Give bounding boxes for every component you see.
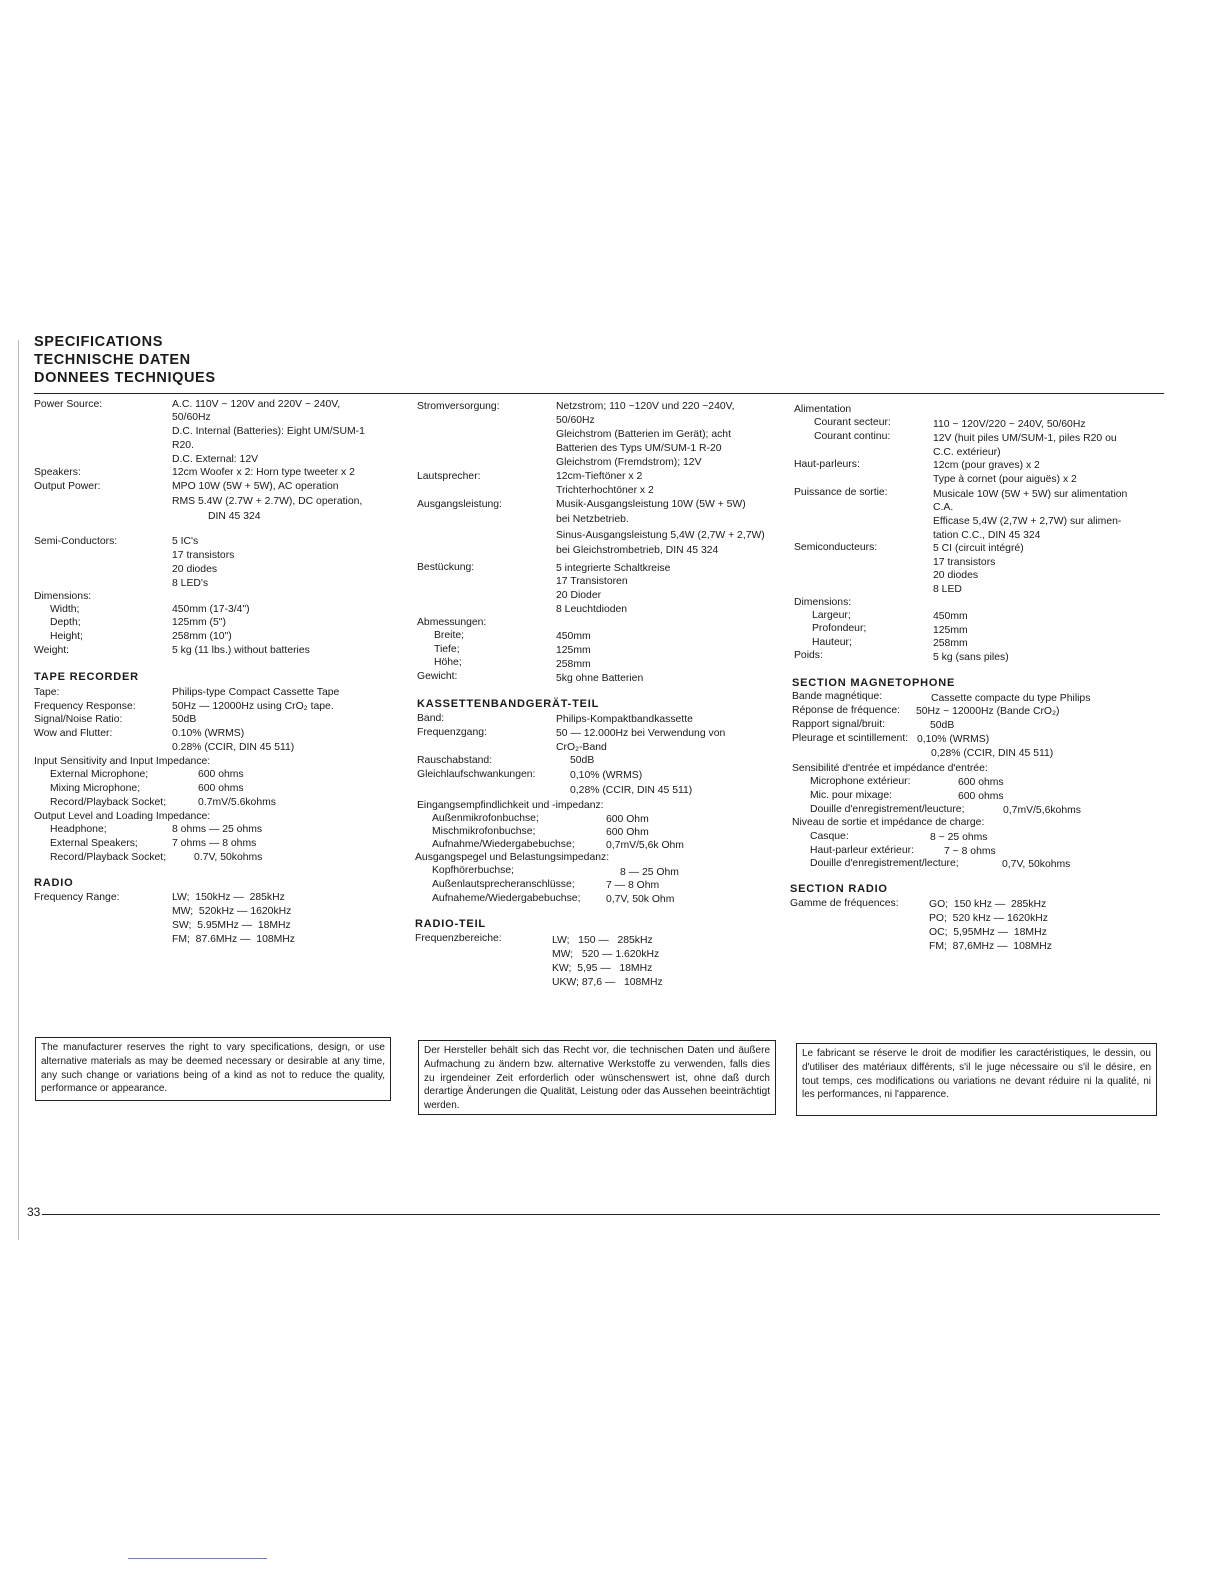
en-output-level-label: Record/Playback Socket;: [50, 852, 167, 863]
en-dim-row-value: 450mm (17-3/4"): [172, 604, 250, 615]
en-output-value: MPO 10W (5W + 5W), AC operation: [172, 481, 339, 492]
de-radio-label: Frequenzbereiche:: [415, 933, 502, 944]
fr-notice-box: Le fabricant se réserve le droit de modifier les caractéristiques, le dessin, ou d'utiliser des matériaux différents, s'il le juge nécessaire ou s'il le désire, en tout temps, ces modifications ou variations ne devant réduire ni la qualité, ni les performances, ni l'apparence.: [796, 1043, 1157, 1116]
en-dim-row-label: Height;: [50, 631, 83, 642]
de-output-value: Sinus-Ausgangsleistung 5,4W (2,7W + 2,7W): [556, 530, 765, 541]
de-radio-value: KW; 5,95 — 18MHz: [552, 963, 653, 974]
en-output-value: RMS 5.4W (2.7W + 2.7W), DC operation,: [172, 496, 363, 507]
en-dim-row-value: 125mm (5"): [172, 617, 226, 628]
fr-tape-value: 50Hz ~ 12000Hz (Bande CrO₂): [916, 706, 1060, 717]
de-input-label: Außenmikrofonbuchse;: [432, 813, 539, 824]
en-input-label: External Microphone;: [50, 769, 149, 780]
en-tape-value: 50dB: [172, 714, 197, 725]
fr-semi-value: 5 CI (circuit intégré): [933, 543, 1024, 554]
en-dim-row-value: 258mm (10"): [172, 631, 232, 642]
en-speakers-label: Speakers:: [34, 467, 81, 478]
en-input-title: Input Sensitivity and Input Impedance:: [34, 756, 211, 767]
de-dim-row-label: Breite;: [434, 630, 465, 641]
en-power-value: 50/60Hz: [172, 412, 211, 423]
de-freq-label: Frequenzgang:: [417, 727, 487, 738]
en-notice-box: The manufacturer reserves the right to vary specifications, design, or use alternative materials as may be deemed necessary or desirable at any time, any such change or variations being of a kind as not to reduce the quality, performance or appearance.: [35, 1037, 391, 1101]
de-power-value: Gleichstrom (Fremdstrom); 12V: [556, 457, 702, 468]
en-input-value: 600 ohms: [198, 769, 244, 780]
fr-wow-value2: 0,28% (CCIR, DIN 45 511): [931, 748, 1054, 759]
fr-tape-label: Rapport signal/bruit:: [792, 719, 885, 730]
fr-radio-value: PO; 520 kHz — 1620kHz: [929, 913, 1048, 924]
fr-weight-label: Poids:: [794, 650, 823, 661]
en-output-label: Output Power:: [34, 481, 101, 492]
de-input-value: 600 Ohm: [606, 814, 649, 825]
de-input-label: Mischmikrofonbuchse;: [432, 826, 536, 837]
en-radio-value: LW; 150kHz — 285kHz: [172, 892, 285, 903]
en-semi-value: 17 transistors: [172, 550, 235, 561]
de-wow-label: Gleichlaufschwankungen:: [417, 769, 536, 780]
de-output-value: Musik-Ausgangsleistung 10W (5W + 5W): [556, 499, 746, 510]
de-dim-row-label: Höhe;: [434, 657, 462, 668]
en-input-label: Record/Playback Socket;: [50, 797, 167, 808]
de-output-value: bei Netzbetrieb.: [556, 514, 629, 525]
en-output-level-value: 8 ohms — 25 ohms: [172, 824, 263, 835]
fr-output-level-label: Casque:: [810, 831, 849, 842]
fr-dim-row-value: 258mm: [933, 638, 968, 649]
de-output-level-label: Aufnaheme/Wiedergabebuchse;: [432, 893, 581, 904]
fr-power-row-value: 110 ~ 120V/220 ~ 240V, 50/60Hz: [933, 419, 1086, 430]
fr-power-value3: C.C. extérieur): [933, 447, 1001, 458]
en-tape-value: 50Hz — 12000Hz using CrO₂ tape.: [172, 701, 334, 712]
fr-output-level-label: Haut-parleur extérieur:: [810, 845, 914, 856]
en-output-level-value: 0.7V, 50kohms: [194, 852, 263, 863]
fr-tape-title: SECTION MAGNETOPHONE: [792, 677, 956, 689]
fr-dim-row-label: Largeur;: [812, 610, 851, 621]
en-radio-title: RADIO: [34, 877, 74, 889]
fr-dim-row-value: 125mm: [933, 625, 968, 636]
en-tape-label: Tape:: [34, 687, 60, 698]
fr-radio-value: FM; 87,6MHz — 108MHz: [929, 941, 1052, 952]
de-radio-value: MW; 520 — 1.620kHz: [552, 949, 660, 960]
fr-semi-label: Semiconducteurs:: [794, 542, 878, 553]
de-dim-row-value: 125mm: [556, 645, 591, 656]
de-notice-box: Der Hersteller behält sich das Recht vor, die technischen Daten und äußere Aufmachung zu ändern bzw. alternative Werkstoffe zu verwenden, falls dies zu irgendeiner Zeit erforderlich oder wünschenswert ist, ohne daß durch derartige Änderungen die Qualität, Leistung oder das Aussehen beeinträchtigt werden.: [418, 1040, 776, 1115]
en-power-value: R20.: [172, 440, 194, 451]
fr-tape-label: Pleurage et scintillement:: [792, 733, 909, 744]
en-input-value: 600 ohms: [198, 783, 244, 794]
de-output-level-label: Kopfhörerbuchse;: [432, 865, 515, 876]
fr-power-row-label: Courant secteur:: [814, 417, 891, 428]
en-tape-title: TAPE RECORDER: [34, 671, 139, 683]
en-radio-value: MW; 520kHz — 1620kHz: [172, 906, 292, 917]
de-freq-value: CrO₂-Band: [556, 742, 607, 753]
fr-weight-value: 5 kg (sans piles): [933, 652, 1009, 663]
fr-tape-value: 0,10% (WRMS): [917, 734, 990, 745]
de-radio-title: RADIO-TEIL: [415, 918, 486, 930]
de-power-value: Netzstrom; 110 ~120V und 220 ~240V,: [556, 401, 735, 412]
de-output-value: bei Gleichstrombetrieb, DIN 45 324: [556, 545, 719, 556]
de-dim-row-label: Tiefe;: [434, 644, 460, 655]
de-output-level-title: Ausgangspegel und Belastungsimpedanz:: [415, 852, 610, 863]
heading-donnees-techniques: DONNEES TECHNIQUES: [34, 370, 216, 386]
de-power-label: Stromversorgung:: [417, 401, 500, 412]
en-radio-label: Frequency Range:: [34, 892, 120, 903]
fr-tape-value: Cassette compacte du type Philips: [931, 693, 1091, 704]
fr-speakers-value: Type à cornet (pour aiguës) x 2: [933, 474, 1077, 485]
de-semi-value: 20 Dioder: [556, 590, 602, 601]
de-band-value: Philips-Kompaktbandkassette: [556, 714, 693, 725]
fr-radio-value: GO; 150 kHz — 285kHz: [929, 899, 1047, 910]
en-semi-label: Semi-Conductors:: [34, 536, 118, 547]
en-output-level-label: External Speakers;: [50, 838, 138, 849]
de-semi-value: 17 Transistoren: [556, 576, 628, 587]
de-freq-value: 50 — 12.000Hz bei Verwendung von: [556, 728, 726, 739]
fr-speakers-label: Haut-parleurs:: [794, 459, 860, 470]
en-output-value: DIN 45 324: [208, 511, 261, 522]
footer-rule: [42, 1214, 1160, 1215]
fr-power-row-label: Courant continu:: [814, 431, 891, 442]
en-input-label: Mixing Microphone;: [50, 783, 141, 794]
de-noise-value: 50dB: [570, 755, 595, 766]
de-input-value: 600 Ohm: [606, 827, 649, 838]
en-input-value: 0.7mV/5.6kohms: [198, 797, 276, 808]
fr-output-level-title: Niveau de sortie et impédance de charge:: [792, 817, 985, 828]
de-input-label: Aufnahme/Wiedergabebuchse;: [432, 839, 575, 850]
de-dim-label: Abmessungen:: [417, 617, 487, 628]
en-tape-label: Signal/Noise Ratio:: [34, 714, 123, 725]
fr-output-value: tation C.C., DIN 45 324: [933, 530, 1041, 541]
left-margin-line: [18, 340, 19, 1240]
fr-tape-label: Bande magnétique:: [792, 691, 883, 702]
en-tape-label: Wow and Flutter:: [34, 728, 113, 739]
fr-dim-row-value: 450mm: [933, 611, 968, 622]
en-tape-value: Philips-type Compact Cassette Tape: [172, 687, 340, 698]
en-power-value: D.C. External: 12V: [172, 454, 259, 465]
de-dim-row-value: 450mm: [556, 631, 591, 642]
fr-semi-value: 20 diodes: [933, 570, 979, 581]
de-speakers-label: Lautsprecher:: [417, 471, 481, 482]
fr-semi-value: 8 LED: [933, 584, 962, 595]
de-speakers-value: Trichterhochtöner x 2: [556, 485, 654, 496]
fr-tape-value: 50dB: [930, 720, 955, 731]
heading-specifications: SPECIFICATIONS: [34, 334, 163, 350]
en-power-value: A.C. 110V ~ 120V and 220V ~ 240V,: [172, 399, 341, 410]
fr-radio-label: Gamme de fréquences:: [790, 898, 899, 909]
en-power-label: Power Source:: [34, 399, 103, 410]
en-semi-value: 5 IC's: [172, 536, 199, 547]
de-semi-value: 8 Leuchtdioden: [556, 604, 628, 615]
de-radio-value: UKW; 87,6 — 108MHz: [552, 977, 663, 988]
fr-output-value: C.A.: [933, 502, 954, 513]
de-output-level-label: Außenlautsprecheranschlüsse;: [432, 879, 575, 890]
fr-output-level-value: 0,7V, 50kohms: [1002, 859, 1071, 870]
fr-output-value: Efficase 5,4W (2,7W + 2,7W) sur alimen-: [933, 516, 1122, 527]
fr-dim-label: Dimensions:: [794, 597, 852, 608]
de-output-level-value: 8 — 25 Ohm: [620, 867, 679, 878]
de-semi-value: 5 integrierte Schaltkreise: [556, 563, 671, 574]
en-radio-value: SW; 5.95MHz — 18MHz: [172, 920, 291, 931]
en-power-value: D.C. Internal (Batteries): Eight UM/SUM-1: [172, 426, 365, 437]
de-output-label: Ausgangsleistung:: [417, 499, 502, 510]
de-weight-value: 5kg ohne Batterien: [556, 673, 644, 684]
en-speakers-value: 12cm Woofer x 2: Horn type tweeter x 2: [172, 467, 355, 478]
en-output-level-value: 7 ohms — 8 ohms: [172, 838, 257, 849]
en-tape-label: Frequency Response:: [34, 701, 136, 712]
de-semi-label: Bestückung:: [417, 562, 475, 573]
fr-radio-title: SECTION RADIO: [790, 883, 888, 895]
fr-output-level-value: 8 ~ 25 ohms: [930, 832, 988, 843]
de-power-value: Batterien des Typs UM/SUM-1 R-20: [556, 443, 722, 454]
fr-input-label: Mic. pour mixage:: [810, 790, 892, 801]
header-rule: [34, 393, 1164, 394]
de-input-value: 0,7mV/5,6k Ohm: [606, 840, 684, 851]
fr-input-value: 0,7mV/5,6kohms: [1003, 805, 1081, 816]
de-tape-title: KASSETTENBANDGERÄT-TEIL: [417, 698, 600, 710]
fr-power-label: Alimentation: [794, 404, 852, 415]
page-number: 33: [27, 1205, 41, 1219]
de-power-value: Gleichstrom (Batterien im Gerät); acht: [556, 429, 731, 440]
en-semi-value: 8 LED's: [172, 578, 209, 589]
de-weight-label: Gewicht:: [417, 671, 458, 682]
de-wow-value: 0,28% (CCIR, DIN 45 511): [570, 785, 693, 796]
en-output-level-label: Headphone;: [50, 824, 107, 835]
en-dim-row-label: Width;: [50, 604, 80, 615]
fr-power-row-value: 12V (huit piles UM/SUM-1, piles R20 ou: [933, 433, 1117, 444]
fr-radio-value: OC; 5,95MHz — 18MHz: [929, 927, 1047, 938]
fr-output-value: Musicale 10W (5W + 5W) sur alimentation: [933, 489, 1128, 500]
en-dim-label: Dimensions:: [34, 591, 92, 602]
en-wow-value2: 0.28% (CCIR, DIN 45 511): [172, 742, 295, 753]
de-dim-row-value: 258mm: [556, 659, 591, 670]
fr-output-level-label: Douille d'enregistrement/lecture;: [810, 858, 959, 869]
en-semi-value: 20 diodes: [172, 564, 218, 575]
fr-tape-label: Réponse de fréquence:: [792, 705, 901, 716]
fr-output-level-value: 7 ~ 8 ohms: [944, 846, 996, 857]
en-dim-row-label: Depth;: [50, 617, 81, 628]
de-wow-value: 0,10% (WRMS): [570, 770, 643, 781]
fr-input-label: Douille d'enregistrement/leucture;: [810, 804, 965, 815]
fr-input-label: Microphone extérieur:: [810, 776, 911, 787]
fr-input-title: Sensibilité d'entrée et impédance d'entrée:: [792, 763, 988, 774]
bottom-link-underline: [128, 1558, 267, 1559]
fr-dim-row-label: Hauteur;: [812, 637, 852, 648]
en-output-level-title: Output Level and Loading Impedance:: [34, 811, 211, 822]
de-power-value: 50/60Hz: [556, 415, 595, 426]
fr-speakers-value: 12cm (pour graves) x 2: [933, 460, 1040, 471]
de-band-label: Band:: [417, 713, 445, 724]
heading-technische-daten: TECHNISCHE DATEN: [34, 352, 191, 368]
fr-output-label: Puissance de sortie:: [794, 487, 888, 498]
en-radio-value: FM; 87.6MHz — 108MHz: [172, 934, 295, 945]
de-output-level-value: 7 — 8 Ohm: [606, 880, 660, 891]
fr-semi-value: 17 transistors: [933, 557, 996, 568]
de-speakers-value: 12cm-Tieftöner x 2: [556, 471, 643, 482]
de-noise-label: Rauschabstand:: [417, 755, 493, 766]
de-input-title: Eingangsempfindlichkeit und -impedanz:: [417, 800, 604, 811]
fr-input-value: 600 ohms: [958, 791, 1004, 802]
de-output-level-value: 0,7V, 50k Ohm: [606, 894, 675, 905]
de-radio-value: LW; 150 — 285kHz: [552, 935, 653, 946]
fr-input-value: 600 ohms: [958, 777, 1004, 788]
fr-dim-row-label: Profondeur;: [812, 623, 867, 634]
en-weight-value: 5 kg (11 lbs.) without batteries: [172, 645, 310, 656]
en-tape-value: 0.10% (WRMS): [172, 728, 245, 739]
en-weight-label: Weight:: [34, 645, 70, 656]
